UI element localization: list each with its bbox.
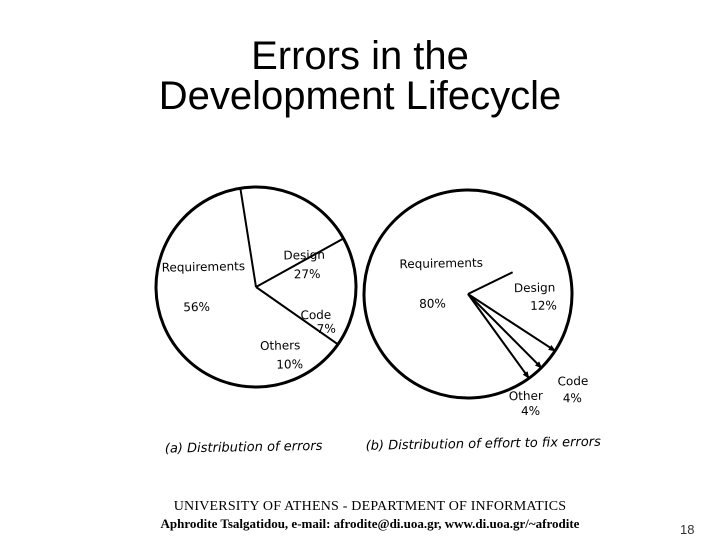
chart-caption-b: (b) Distribution of effort to fix errors: [365, 434, 601, 454]
pie-b-divider: [468, 293, 529, 380]
slice-value-requirements: 80%: [419, 296, 446, 311]
pie-chart-errors: [154, 185, 359, 456]
slice-value-code: 7%: [316, 321, 336, 336]
slice-value-code: 4%: [562, 391, 583, 406]
slice-label-others: Others: [259, 338, 301, 353]
slice-label-requirements: Requirements: [161, 259, 246, 275]
slice-value-other: 4%: [520, 403, 541, 419]
slice-value-requirements: 56%: [183, 299, 211, 315]
slice-label-code: Code: [557, 373, 589, 389]
slice-label-requirements: Requirements: [399, 255, 484, 272]
pie-b-divider: [468, 272, 513, 294]
slice-label-design: Design: [283, 247, 326, 263]
slice-value-design: 27%: [293, 266, 321, 282]
title-line-2: Development Lifecycle: [158, 74, 562, 118]
slice-label-other: Other: [508, 388, 543, 404]
footer-university: UNIVERSITY OF ATHENS - DEPARTMENT OF INFORMATICS: [173, 499, 567, 514]
footer-author: Aphrodite Tsalgatidou, e-mail: afrodite@di.uoa.gr, www.di.uoa.gr/~afrodite: [160, 516, 580, 531]
slice-label-design: Design: [513, 280, 556, 296]
slice-label-code: Code: [300, 307, 332, 323]
chart-caption-a: (a) Distribution of errors: [164, 438, 323, 457]
slice-value-design: 12%: [530, 298, 558, 313]
page-number: 18: [680, 522, 695, 537]
slice-value-others: 10%: [276, 357, 304, 372]
pie-b-arrowhead: [548, 345, 556, 352]
title-line-1: Errors in the: [251, 34, 469, 78]
pie-chart-effort: [361, 188, 601, 454]
